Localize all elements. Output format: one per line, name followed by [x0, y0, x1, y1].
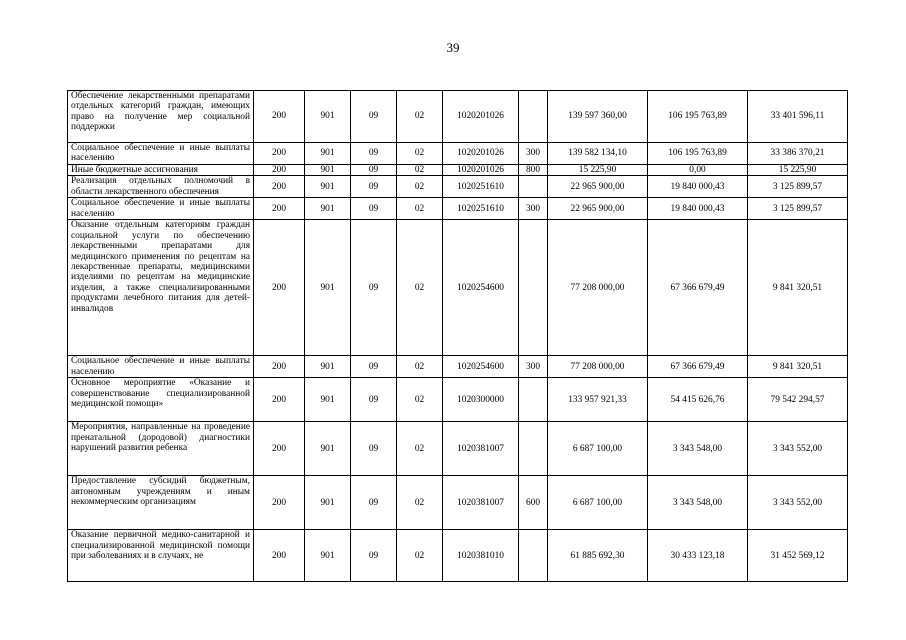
expense-type-cell: 300 [519, 356, 548, 378]
section-code-cell: 09 [351, 176, 397, 198]
approved-amount-cell: 15 225,90 [548, 165, 648, 176]
executed-amount-cell: 106 195 763,89 [648, 143, 748, 165]
ministry-code-cell: 901 [305, 198, 351, 220]
expense-name-cell: Иные бюджетные ассигнования [68, 165, 254, 176]
code-cell: 200 [254, 220, 305, 356]
expense-type-cell [519, 91, 548, 143]
section-code-cell: 09 [351, 143, 397, 165]
expense-name-cell: Социальное обеспечение и иные выплаты населению [68, 356, 254, 378]
remaining-amount-cell: 9 841 320,51 [748, 220, 848, 356]
section-code-cell: 09 [351, 378, 397, 422]
executed-amount-cell: 3 343 548,00 [648, 476, 748, 530]
subsection-code-cell: 02 [397, 165, 443, 176]
target-article-cell: 1020251610 [443, 198, 519, 220]
expense-name-cell: Обеспечение лекарственными препаратами отдельных категорий граждан, имеющих право на получение мер социальной поддержки [68, 91, 254, 143]
expense-type-cell: 300 [519, 198, 548, 220]
approved-amount-cell: 139 597 360,00 [548, 91, 648, 143]
expense-name-cell: Мероприятия, направленные на проведение пренатальной (дородовой) диагностики нарушений развития ребенка [68, 422, 254, 476]
ministry-code-cell: 901 [305, 530, 351, 582]
expense-type-cell [519, 422, 548, 476]
remaining-amount-cell: 3 125 899,57 [748, 198, 848, 220]
approved-amount-cell: 133 957 921,33 [548, 378, 648, 422]
executed-amount-cell: 54 415 626,76 [648, 378, 748, 422]
subsection-code-cell: 02 [397, 378, 443, 422]
target-article-cell: 1020251610 [443, 176, 519, 198]
executed-amount-cell: 67 366 679,49 [648, 220, 748, 356]
approved-amount-cell: 61 885 692,30 [548, 530, 648, 582]
ministry-code-cell: 901 [305, 356, 351, 378]
subsection-code-cell: 02 [397, 91, 443, 143]
expense-type-cell [519, 378, 548, 422]
table-row [68, 198, 848, 220]
remaining-amount-cell: 31 452 569,12 [748, 530, 848, 582]
code-cell: 200 [254, 378, 305, 422]
table-row [68, 220, 848, 356]
expense-name-cell: Оказание отдельным категориям граждан социальной услуги по обеспечению лекарственными препаратами для медицинского применения по рецептам на лекарственные препараты, медицинскими изделиями по рецептам на медицинские изделия, а также специализированными продуктами лечебного питания для детей-инвалидов [68, 220, 254, 356]
subsection-code-cell: 02 [397, 198, 443, 220]
table-row [68, 91, 848, 143]
executed-amount-cell: 67 366 679,49 [648, 356, 748, 378]
target-article-cell: 1020300000 [443, 378, 519, 422]
expense-type-cell: 800 [519, 165, 548, 176]
subsection-code-cell: 02 [397, 220, 443, 356]
target-article-cell: 1020381007 [443, 476, 519, 530]
target-article-cell: 1020254600 [443, 220, 519, 356]
page-number: 39 [446, 40, 460, 55]
approved-amount-cell: 22 965 900,00 [548, 198, 648, 220]
remaining-amount-cell: 3 343 552,00 [748, 476, 848, 530]
remaining-amount-cell: 9 841 320,51 [748, 356, 848, 378]
executed-amount-cell: 3 343 548,00 [648, 422, 748, 476]
approved-amount-cell: 6 687 100,00 [548, 476, 648, 530]
executed-amount-cell: 19 840 000,43 [648, 176, 748, 198]
expense-name-cell: Социальное обеспечение и иные выплаты населению [68, 143, 254, 165]
ministry-code-cell: 901 [305, 143, 351, 165]
code-cell: 200 [254, 91, 305, 143]
code-cell: 200 [254, 176, 305, 198]
ministry-code-cell: 901 [305, 165, 351, 176]
subsection-code-cell: 02 [397, 176, 443, 198]
table-row [68, 530, 848, 582]
subsection-code-cell: 02 [397, 356, 443, 378]
subsection-code-cell: 02 [397, 476, 443, 530]
table-row [68, 143, 848, 165]
expense-type-cell [519, 176, 548, 198]
table-row [68, 378, 848, 422]
approved-amount-cell: 22 965 900,00 [548, 176, 648, 198]
ministry-code-cell: 901 [305, 378, 351, 422]
code-cell: 200 [254, 476, 305, 530]
expense-type-cell [519, 220, 548, 356]
table-row [68, 422, 848, 476]
ministry-code-cell: 901 [305, 176, 351, 198]
section-code-cell: 09 [351, 198, 397, 220]
section-code-cell: 09 [351, 165, 397, 176]
remaining-amount-cell: 33 401 596,11 [748, 91, 848, 143]
code-cell: 200 [254, 165, 305, 176]
remaining-amount-cell: 79 542 294,57 [748, 378, 848, 422]
subsection-code-cell: 02 [397, 422, 443, 476]
expense-type-cell: 600 [519, 476, 548, 530]
expense-name-cell: Оказание первичной медико-санитарной и специализированной медицинской помощи при заболеваниях и в случаях, не [68, 530, 254, 582]
target-article-cell: 1020381010 [443, 530, 519, 582]
remaining-amount-cell: 3 343 552,00 [748, 422, 848, 476]
executed-amount-cell: 0,00 [648, 165, 748, 176]
remaining-amount-cell: 33 386 370,21 [748, 143, 848, 165]
code-cell: 200 [254, 530, 305, 582]
ministry-code-cell: 901 [305, 476, 351, 530]
section-code-cell: 09 [351, 220, 397, 356]
code-cell: 200 [254, 422, 305, 476]
section-code-cell: 09 [351, 530, 397, 582]
approved-amount-cell: 77 208 000,00 [548, 220, 648, 356]
target-article-cell: 1020381007 [443, 422, 519, 476]
subsection-code-cell: 02 [397, 530, 443, 582]
code-cell: 200 [254, 198, 305, 220]
code-cell: 200 [254, 356, 305, 378]
expense-name-cell: Реализация отдельных полномочий в области лекарственного обеспечения [68, 176, 254, 198]
table-row [68, 165, 848, 176]
expense-name-cell: Социальное обеспечение и иные выплаты населению [68, 198, 254, 220]
executed-amount-cell: 30 433 123,18 [648, 530, 748, 582]
remaining-amount-cell: 15 225,90 [748, 165, 848, 176]
target-article-cell: 1020201026 [443, 143, 519, 165]
section-code-cell: 09 [351, 422, 397, 476]
ministry-code-cell: 901 [305, 220, 351, 356]
subsection-code-cell: 02 [397, 143, 443, 165]
approved-amount-cell: 6 687 100,00 [548, 422, 648, 476]
expense-name-cell: Основное мероприятие «Оказание и совершенствование специализированной медицинской помощи» [68, 378, 254, 422]
table-row [68, 476, 848, 530]
budget-table-body [68, 91, 848, 582]
target-article-cell: 1020201026 [443, 91, 519, 143]
budget-table [67, 90, 848, 582]
remaining-amount-cell: 3 125 899,57 [748, 176, 848, 198]
table-row [68, 176, 848, 198]
expense-type-cell [519, 530, 548, 582]
executed-amount-cell: 19 840 000,43 [648, 198, 748, 220]
target-article-cell: 1020201026 [443, 165, 519, 176]
section-code-cell: 09 [351, 91, 397, 143]
expense-name-cell: Предоставление субсидий бюджетным, автономным учреждениям и иным некоммерческим организациям [68, 476, 254, 530]
section-code-cell: 09 [351, 356, 397, 378]
approved-amount-cell: 139 582 134,10 [548, 143, 648, 165]
target-article-cell: 1020254600 [443, 356, 519, 378]
code-cell: 200 [254, 143, 305, 165]
executed-amount-cell: 106 195 763,89 [648, 91, 748, 143]
ministry-code-cell: 901 [305, 422, 351, 476]
ministry-code-cell: 901 [305, 91, 351, 143]
expense-type-cell: 300 [519, 143, 548, 165]
approved-amount-cell: 77 208 000,00 [548, 356, 648, 378]
table-row [68, 356, 848, 378]
section-code-cell: 09 [351, 476, 397, 530]
